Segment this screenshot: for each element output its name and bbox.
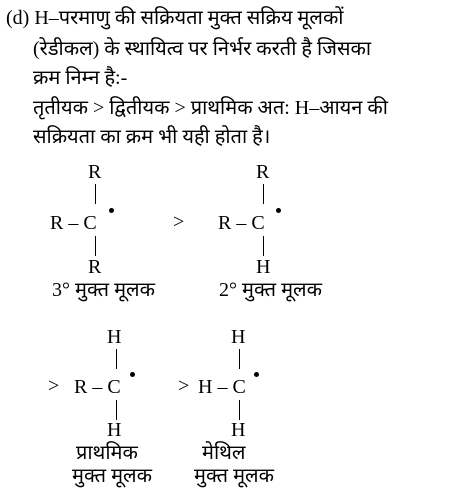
paragraph-line-1: (d) H–परमाणु की सक्रियता मुक्त सक्रिय मूलकों: [6, 7, 344, 29]
methyl-center: H – C: [198, 376, 246, 398]
methyl-top-substituent: H: [231, 326, 246, 348]
tertiary-top-substituent: R: [88, 161, 102, 183]
primary-label-line-2: मुक्त मूलक: [72, 465, 152, 487]
secondary-bottom-substituent: H: [256, 256, 271, 278]
tertiary-center: R – C: [50, 212, 97, 234]
tertiary-bottom-substituent: R: [88, 256, 102, 278]
tertiary-top-bond: [95, 184, 96, 204]
secondary-bottom-bond: [263, 236, 264, 256]
secondary-top-substituent: R: [256, 161, 270, 183]
secondary-top-bond: [263, 184, 264, 204]
methyl-bottom-bond: [239, 400, 240, 420]
primary-top-substituent: H: [107, 326, 122, 348]
primary-center: R – C: [74, 376, 121, 398]
greater-than-sign: >: [173, 211, 185, 233]
secondary-center: R – C: [218, 212, 265, 234]
secondary-label: 2° मुक्त मूलक: [219, 279, 322, 301]
paragraph-line-5: सक्रियता का क्रम भी यही होता है।: [33, 126, 271, 148]
primary-label-line-1: प्राथमिक: [76, 442, 138, 464]
methyl-bottom-substituent: H: [231, 419, 246, 441]
primary-greater-than: >: [48, 375, 60, 397]
methyl-radical-dot: [254, 372, 259, 377]
primary-bottom-bond: [116, 400, 117, 420]
methyl-label-line-1: मेथिल: [202, 442, 246, 464]
methyl-greater-than: >: [178, 375, 190, 397]
methyl-top-bond: [239, 349, 240, 369]
tertiary-radical-dot: [109, 208, 114, 213]
paragraph-line-2: (रेडीकल) के स्थायित्व पर निर्भर करती है जिसका: [33, 38, 372, 60]
tertiary-label: 3° मुक्त मूलक: [52, 279, 155, 301]
secondary-radical-dot: [276, 208, 281, 213]
paragraph-line-4: तृतीयक > द्वितीयक > प्राथमिक अत: H–आयन की: [33, 97, 388, 119]
primary-bottom-substituent: H: [107, 419, 122, 441]
paragraph-line-3: क्रम निम्न है:-: [33, 67, 128, 89]
primary-radical-dot: [130, 372, 135, 377]
primary-top-bond: [116, 349, 117, 369]
tertiary-bottom-bond: [95, 236, 96, 256]
methyl-label-line-2: मुक्त मूलक: [194, 465, 274, 487]
